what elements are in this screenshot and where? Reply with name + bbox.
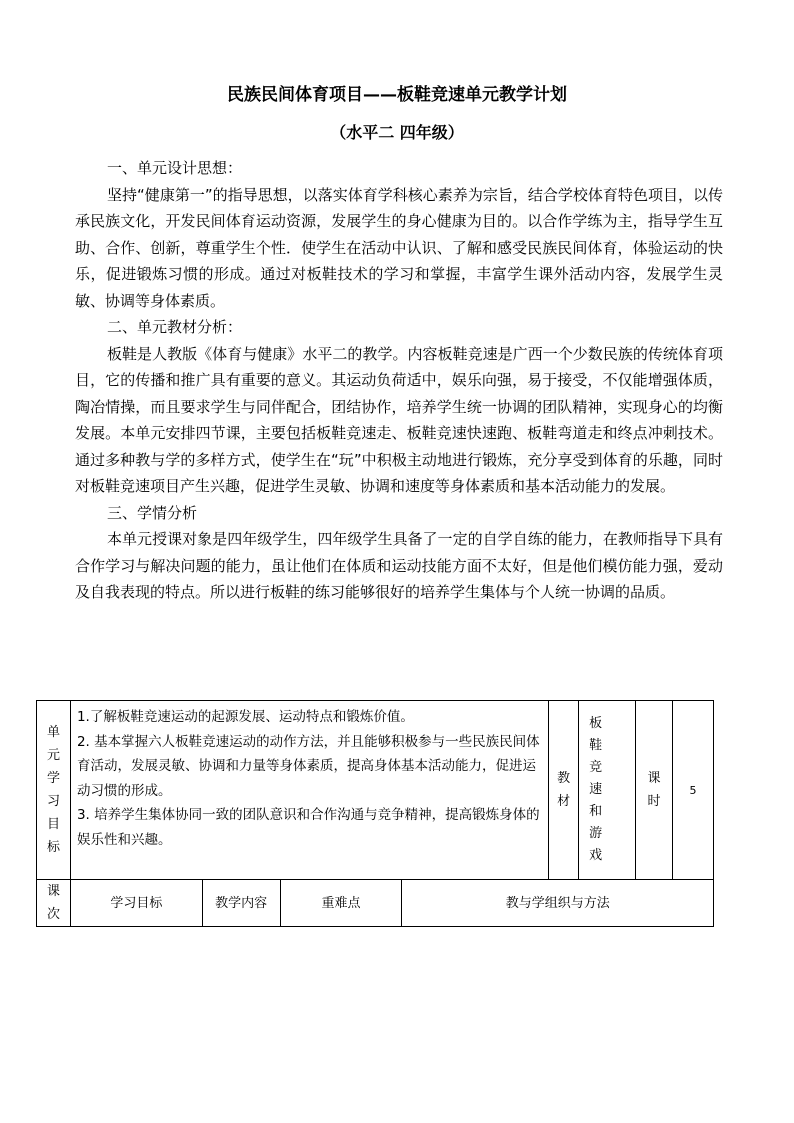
goals-label: 单元学习目标 xyxy=(46,725,60,855)
lesson-label: 课次 xyxy=(46,884,60,922)
material-label-cell xyxy=(549,701,579,880)
section-text-material: 板鞋是人教版《体育与健康》水平二的教学。内容板鞋竞速是广西一个少数民族的传统体育项目，它的传播和推广具有重要的意义。其运动负荷适中，娱乐向强，易于接受，不仅能增强体质，陶冶情操，而且要求学生与同伴配合，团结协作，培养学生统一协调的团队精神，实现身心的均衡发展。本单元安排四节课，主要包括板鞋竞速走、板鞋竞速快速跑、板鞋弯道走和终点冲刺技术。通过多种教与学的多样方式，使学生在“玩”中积极主动地进行锻炼，充分享受到体育的乐趣，同时对板鞋竞速项目产生兴趣，促进学生灵敏、协调和速度等身体素质和基本活动能力的发展。 xyxy=(75,344,723,495)
hours-value: 5 xyxy=(689,783,697,797)
col-content-header: 教学内容 xyxy=(202,880,280,927)
plan-table xyxy=(36,700,714,927)
section-text-design: 坚持“健康第一”的指导思想，以落实体育学科核心素养为宗旨，结合学校体育特色项目，以传承民族文化，开发民间体育运动资源，发展学生的身心健康为目的。以合作学练为主，指导学生互助、合作、创新，尊重学生个性．使学生在活动中认识、了解和感受民族民间体育，体验运动的快乐，促进锻炼习惯的形成。通过对板鞋技术的学习和掌握，丰富学生课外活动内容，发展学生灵敏、协调等身体素质。 xyxy=(75,185,723,310)
page-title: 民族民间体育项目——板鞋竞速单元教学计划 xyxy=(227,85,567,105)
material-value-cell xyxy=(579,701,636,880)
col-key-header: 重难点 xyxy=(280,880,402,927)
goal-item: 1.了解板鞋竞速运动的起源发展、运动特点和锻炼价值。 xyxy=(76,709,414,725)
material-value: 板鞋竞速和游戏 xyxy=(589,716,609,863)
goals-cell xyxy=(70,701,548,880)
material-label: 教材 xyxy=(557,771,571,809)
section-heading-design: 一、单元设计思想： xyxy=(107,159,243,177)
lesson-label-cell xyxy=(37,880,71,927)
goals-row xyxy=(37,701,714,880)
hours-label-cell xyxy=(636,701,673,880)
goal-item: 2. 基本掌握六人板鞋竞速运动的动作方法，并且能够积极参与一些民族民间体育活动，发展灵敏、协调和力量等身体素质，提高身体基本活动能力，促进运动习惯的形成。 xyxy=(76,733,540,799)
document-body xyxy=(75,155,723,606)
col-goal-header: 学习目标 xyxy=(70,880,202,927)
hours-value-cell xyxy=(673,701,714,880)
section-heading-students: 三、学情分析 xyxy=(107,503,198,522)
section-text-students: 本单元授课对象是四年级学生，四年级学生具备了一定的自学自练的能力，在教师指导下具有合作学习与解决问题的能力，虽让他们在体质和运动技能方面不太好，但是他们模仿能力强，爱动及自我表现的特点。所以进行板鞋的练习能够很好的培养学生集体与个人统一协调的品质。 xyxy=(75,530,723,601)
section-heading-material: 二、单元教材分析： xyxy=(107,318,243,336)
goal-item: 3. 培养学生集体协同一致的团队意识和合作沟通与竞争精神，提高锻炼身体的娱乐性和兴趣。 xyxy=(76,807,540,848)
hours-label: 课时 xyxy=(647,771,661,809)
col-method-header: 教与学组织与方法 xyxy=(402,880,714,927)
goals-label-cell xyxy=(37,701,71,880)
page-subtitle: （水平二 四年级） xyxy=(330,123,464,142)
header-row xyxy=(37,880,714,927)
